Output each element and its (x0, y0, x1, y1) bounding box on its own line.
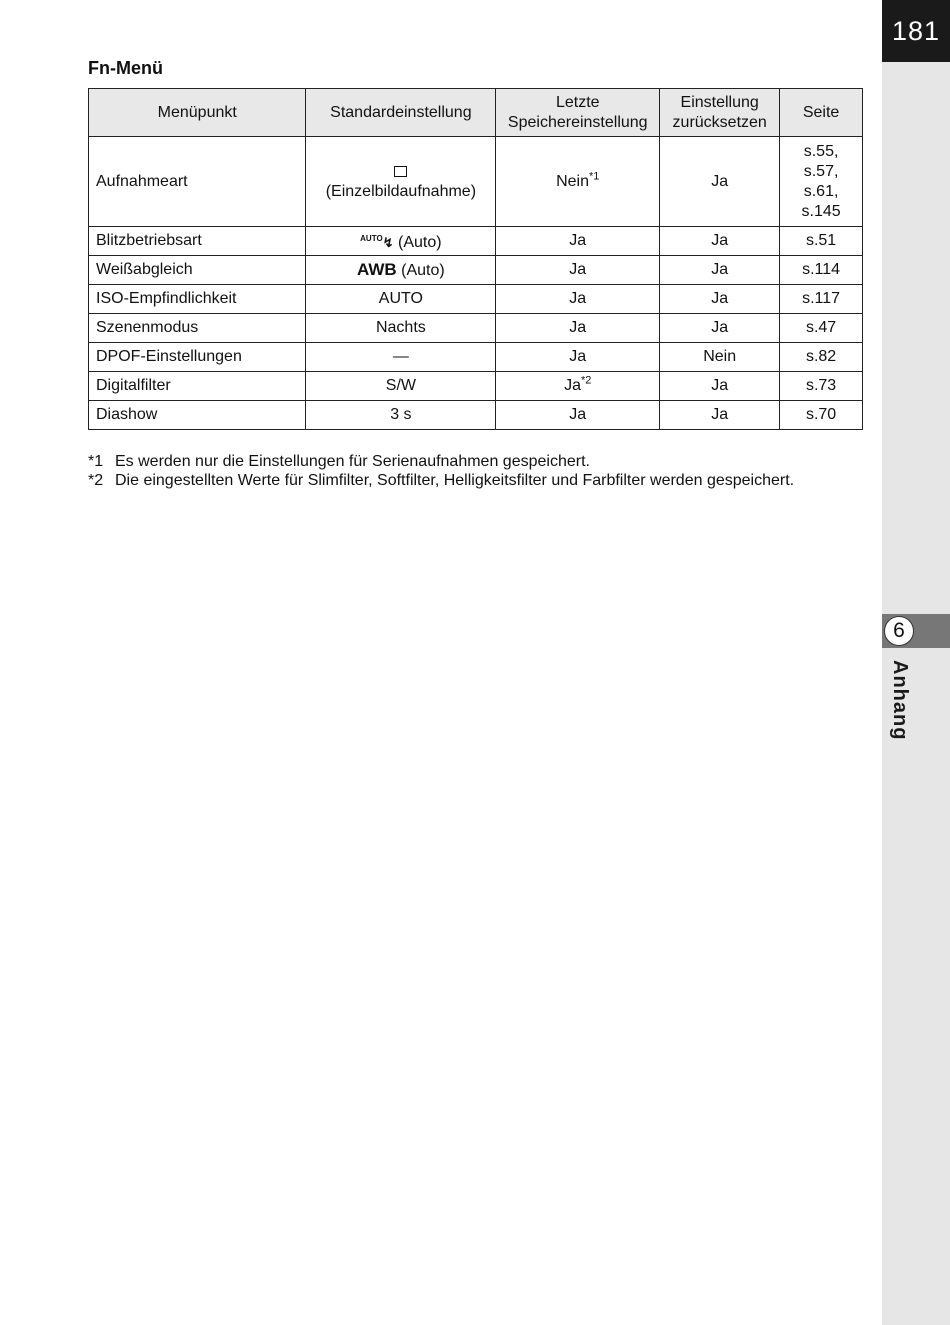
header-default: Standardeinstellung (306, 89, 496, 137)
row-default-text: (Einzelbildaufnahme) (325, 182, 477, 200)
row-page: s.82 (780, 343, 863, 372)
row-item: Szenenmodus (89, 314, 306, 343)
row-page: s.114 (780, 256, 863, 285)
row-last (496, 137, 660, 227)
table-row (89, 401, 863, 430)
page-title: Fn-Menü (88, 58, 163, 78)
row-default: — (306, 343, 496, 372)
row-reset: Ja (660, 401, 780, 430)
row-item: ISO-Empfindlichkeit (89, 285, 306, 314)
row-item: Blitzbetriebsart (89, 227, 306, 256)
header-menu-item: Menüpunkt (89, 89, 306, 137)
row-default-text: (Auto) (401, 261, 445, 279)
row-reset: Ja (660, 227, 780, 256)
row-reset: Ja (660, 256, 780, 285)
row-item: Digitalfilter (89, 372, 306, 401)
row-reset: Ja (660, 314, 780, 343)
row-item: Diashow (89, 401, 306, 430)
row-last: Ja (496, 227, 660, 256)
footnote-mark: *1 (88, 453, 104, 470)
page-number: 181 (882, 0, 950, 62)
row-default-text: (Auto) (398, 234, 442, 251)
row-last-text: Ja (564, 377, 581, 394)
row-page: s.51 (780, 227, 863, 256)
table-row (89, 372, 863, 401)
row-page: s.117 (780, 285, 863, 314)
row-last (496, 372, 660, 401)
footnote-text: Die eingestellten Werte für Slimfilter, Softfilter, Helligkeitsfilter und Farbfilter werden gespeichert. (115, 472, 795, 489)
row-last-text: Nein (556, 172, 589, 190)
header-last-memory: Letzte Speichereinstellung (496, 89, 660, 137)
row-default: AUTO (306, 285, 496, 314)
table-header-row (89, 89, 863, 137)
row-default (306, 256, 496, 285)
footnote-ref: *1 (589, 170, 600, 183)
row-page: s.70 (780, 401, 863, 430)
awb-icon: AWB (357, 259, 397, 279)
row-item: DPOF-Einstellungen (89, 343, 306, 372)
header-reset: Einstellung zurücksetzen (660, 89, 780, 137)
row-last: Ja (496, 285, 660, 314)
row-item: Weißabgleich (89, 256, 306, 285)
row-default (306, 227, 496, 256)
row-last: Ja (496, 343, 660, 372)
chapter-label: Anhang (889, 660, 911, 741)
row-default: S/W (306, 372, 496, 401)
table-row (89, 343, 863, 372)
table-row (89, 285, 863, 314)
single-frame-icon (394, 166, 407, 177)
row-page: s.47 (780, 314, 863, 343)
table-row (89, 314, 863, 343)
chapter-number: 6 (884, 616, 914, 646)
footnote-ref: *2 (581, 374, 592, 387)
footnote-mark: *2 (88, 472, 104, 489)
row-page: s.55, s.57, s.61, s.145 (780, 137, 863, 227)
row-reset: Ja (660, 372, 780, 401)
row-default: 3 s (306, 401, 496, 430)
row-page: s.73 (780, 372, 863, 401)
table-row (89, 256, 863, 285)
row-reset: Ja (660, 285, 780, 314)
row-default (306, 137, 496, 227)
footnotes (88, 452, 794, 490)
table-row (89, 227, 863, 256)
row-last: Ja (496, 314, 660, 343)
flash-auto-icon: $^{AUTO}$↯ (360, 234, 394, 250)
footnote-text: Es werden nur die Einstellungen für Serienaufnahmen gespeichert. (115, 453, 590, 470)
row-default: Nachts (306, 314, 496, 343)
row-last: Ja (496, 401, 660, 430)
row-reset: Nein (660, 343, 780, 372)
header-page: Seite (780, 89, 863, 137)
table-row (89, 137, 863, 227)
row-item: Aufnahmeart (89, 137, 306, 227)
row-reset: Ja (660, 137, 780, 227)
footnote (88, 452, 794, 471)
footnote (88, 471, 794, 490)
row-last: Ja (496, 256, 660, 285)
fn-menu-table (88, 88, 863, 430)
